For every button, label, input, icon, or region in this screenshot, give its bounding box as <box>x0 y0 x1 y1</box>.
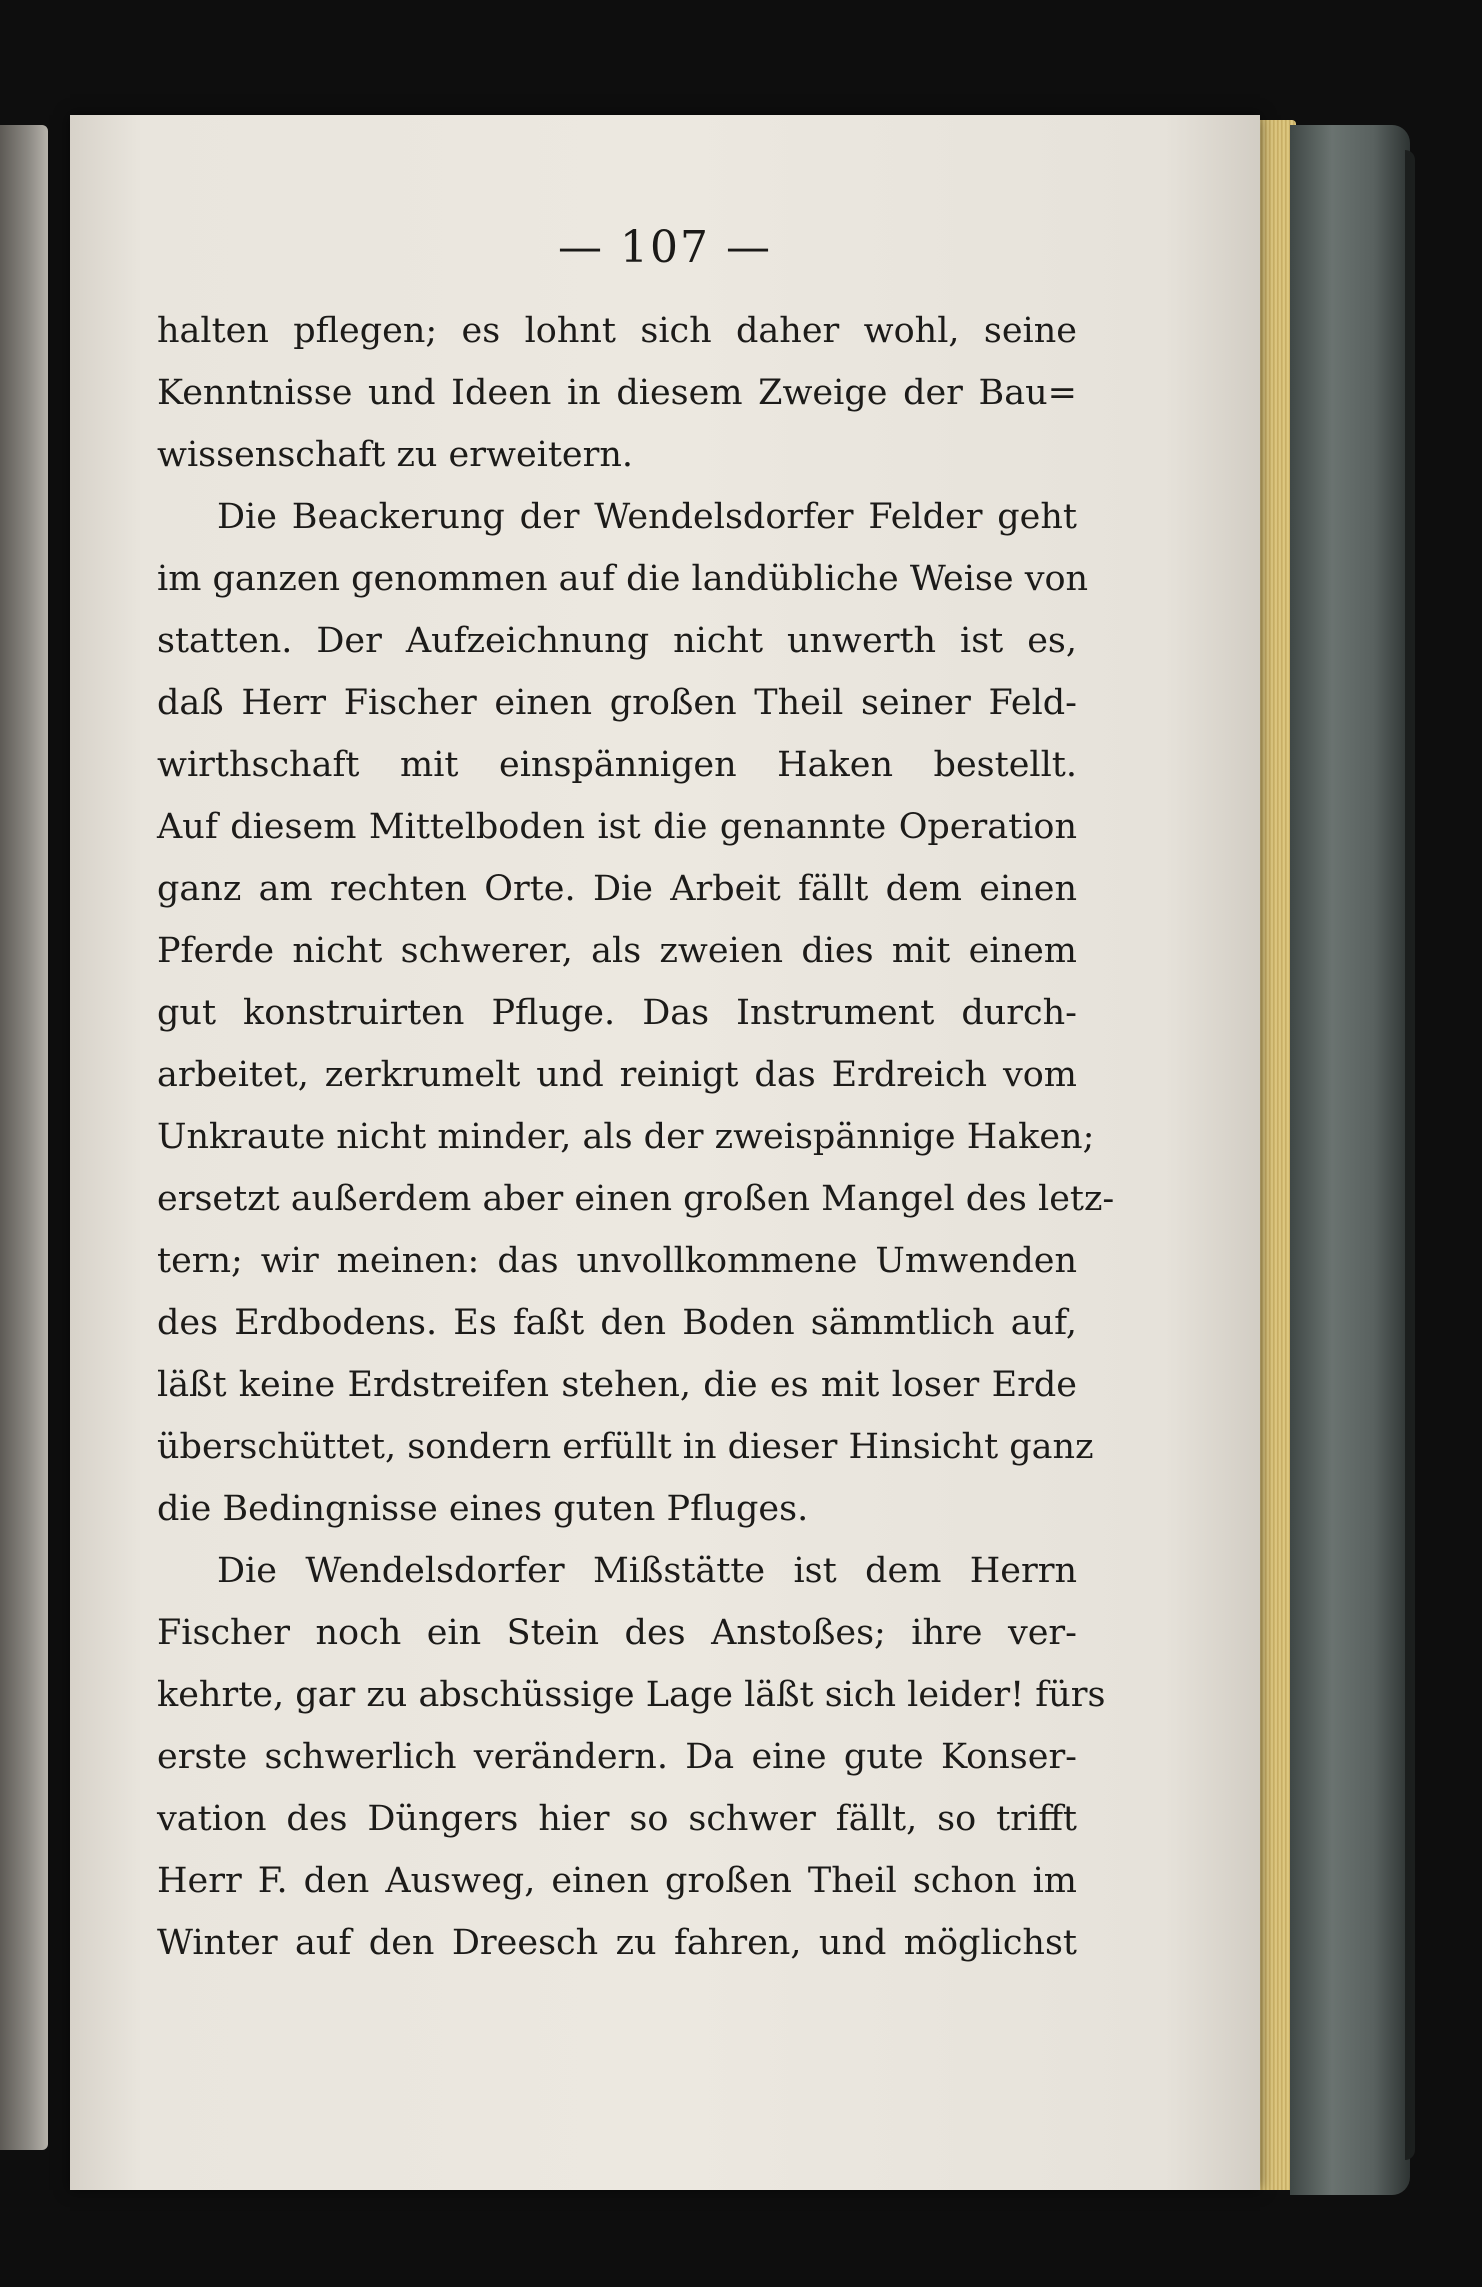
text-line: gut konstruirten Pfluge. Das Instrument durch- <box>157 993 1077 1033</box>
book-cover <box>1290 125 1410 2195</box>
text-line: Winter auf den Dreesch zu fahren, und möglichst <box>157 1923 1077 1963</box>
text-line: die Bedingnisse eines guten Pfluges. <box>157 1489 809 1529</box>
text-line: Auf diesem Mittelboden ist die genannte Operation <box>157 807 1077 847</box>
text-line: im ganzen genommen auf die landübliche Weise von <box>157 559 1089 599</box>
text-line: tern; wir meinen: das unvollkommene Umwenden <box>157 1241 1077 1281</box>
text-line: Fischer noch ein Stein des Anstoßes; ihre ver- <box>157 1613 1077 1653</box>
text-line: des Erdbodens. Es faßt den Boden sämmtlich auf, <box>157 1303 1077 1343</box>
text-line: ganz am rechten Orte. Die Arbeit fällt dem einen <box>157 869 1077 909</box>
text-line: wissenschaft zu erweitern. <box>157 435 634 475</box>
text-line: wirthschaft mit einspännigen Haken bestellt. <box>157 745 1077 785</box>
left-page-edge <box>0 125 48 2150</box>
text-line: Die Beackerung der Wendelsdorfer Felder geht <box>217 497 1077 537</box>
text-line: Herr F. den Ausweg, einen großen Theil schon im <box>157 1861 1077 1901</box>
text-line: Unkraute nicht minder, als der zweispännige Haken; <box>157 1117 1095 1157</box>
text-line: läßt keine Erdstreifen stehen, die es mit loser Erde <box>157 1365 1077 1405</box>
text-line: Die Wendelsdorfer Mißstätte ist dem Herrn <box>217 1551 1077 1591</box>
text-line: arbeitet, zerkrumelt und reinigt das Erdreich vom <box>157 1055 1077 1095</box>
text-line: vation des Düngers hier so schwer fällt, so trifft <box>157 1799 1077 1839</box>
text-line: statten. Der Aufzeichnung nicht unwerth ist es, <box>157 621 1077 661</box>
text-line: kehrte, gar zu abschüssige Lage läßt sich leider! fürs <box>157 1675 1106 1715</box>
text-line: erste schwerlich verändern. Da eine gute Konser- <box>157 1737 1077 1777</box>
text-line: überschüttet, sondern erfüllt in dieser Hinsicht ganz <box>157 1427 1094 1467</box>
text-line: Kenntnisse und Ideen in diesem Zweige der Bau= <box>157 373 1077 413</box>
text-line: halten pflegen; es lohnt sich daher wohl, seine <box>157 311 1077 351</box>
body-text <box>157 300 1115 1974</box>
text-line: ersetzt außerdem aber einen großen Mangel des letz- <box>157 1179 1115 1219</box>
text-line: Pferde nicht schwerer, als zweien dies mit einem <box>157 931 1077 971</box>
page-number-header: — 107 — <box>558 222 772 273</box>
text-line: daß Herr Fischer einen großen Theil seiner Feld- <box>157 683 1077 723</box>
cover-edge <box>1405 150 1415 2160</box>
